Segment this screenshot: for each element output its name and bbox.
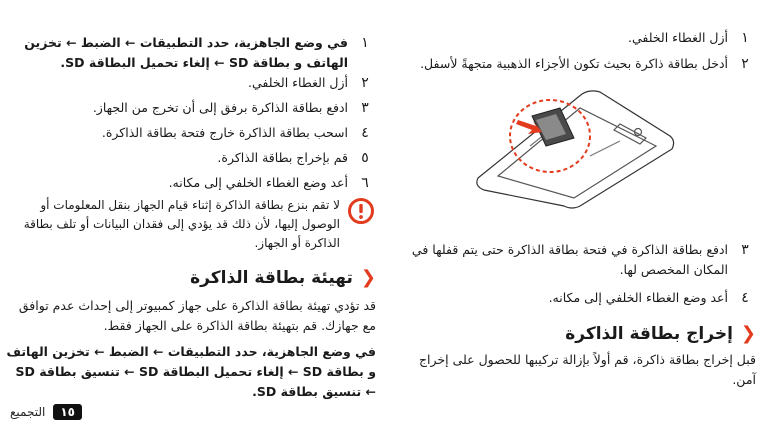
step-number: ٢ [361,75,369,91]
page-footer [10,404,82,420]
step-text: ادفع بطاقة الذاكرة في فتحة بطاقة الذاكرة حتى يتم قفلها في المكان المخصص لها. [411,242,728,277]
left-step-3 [4,98,376,118]
step-text: أعد وضع الغطاء الخلفي إلى مكانه. [548,290,728,305]
left-step-1 [4,33,376,73]
chevron-left-icon: ❮ [740,323,756,344]
step-number: ٣ [361,100,369,116]
step-text: في وضع الجاهزية، حدد التطبيقات ← الضبط ← تخزين الهاتف و بطاقة SD ← إلغاء تحميل البطاقة SD. [24,35,348,70]
step-text: أزل الغطاء الخلفي. [248,75,348,90]
heading-text: تهيئة بطاقة الذاكرة [190,268,353,288]
step-number: ٣ [741,242,749,258]
page-number-badge: ١٥ [53,404,82,420]
right-step-2 [400,54,756,74]
heading-text: إخراج بطاقة الذاكرة [565,324,733,344]
step-text: اسحب بطاقة الذاكرة خارج فتحة بطاقة الذاكرة. [101,125,348,140]
memory-card [532,108,574,146]
warning-note [4,196,376,253]
format-steps: في وضع الجاهزية، حدد التطبيقات ← الضبط ← تخزين الهاتف و بطاقة SD ← إلغاء تحميل البطاقة SD ← تنسيق بطاقة SD ← تنسيق بطاقة SD. [6,344,376,399]
right-step-1 [400,28,756,48]
step-number: ٢ [741,56,749,72]
left-step-6 [4,173,376,193]
left-step-4 [4,123,376,143]
step-text: ادفع بطاقة الذاكرة برفق إلى أن تخرج من الجهاز. [92,100,348,115]
warning-text: لا تقم بنزع بطاقة الذاكرة إثناء قيام الجهاز بنقل المعلومات أو الوصول إليها، لأن ذلك قد يؤدي إلى فقدان البيانات أو تلف بطاقة الذاكرة أو الجهاز. [23,198,340,250]
right-step-4 [400,288,756,308]
warning-icon [348,198,374,224]
step-text: أعد وضع الغطاء الخلفي إلى مكانه. [168,175,348,190]
step-number: ٤ [361,125,369,141]
step-number: ٦ [361,175,369,191]
step-number: ١ [741,30,749,46]
step-number: ١ [361,35,369,51]
left-step-5 [4,148,376,168]
step-number: ٤ [741,290,749,306]
right-step-3 [400,240,756,280]
remove-intro: قبل إخراج بطاقة ذاكرة، قم أولاً بإزالة تركيبها للحصول على إخراج آمن. [418,352,756,387]
step-text: أدخل بطاقة ذاكرة بحيث تكون الأجزاء الذهبية متجهةً لأسفل. [420,56,728,71]
format-intro: قد تؤدي تهيئة بطاقة الذاكرة على جهاز كمبيوتر إلى إحداث عدم توافق مع جهازك. قم بتهيئة بطاقة الذاكرة على الجهاز فقط. [18,298,376,333]
step-text: قم بإخراج بطاقة الذاكرة. [217,150,348,165]
memory-card-insertion-illustration [470,86,680,211]
left-step-2 [4,73,376,93]
step-text: أزل الغطاء الخلفي. [628,30,728,45]
format-heading [4,266,376,290]
step-number: ٥ [361,150,369,166]
section-label: التجميع [10,405,46,419]
chevron-left-icon: ❮ [360,267,376,288]
remove-heading [400,322,756,346]
